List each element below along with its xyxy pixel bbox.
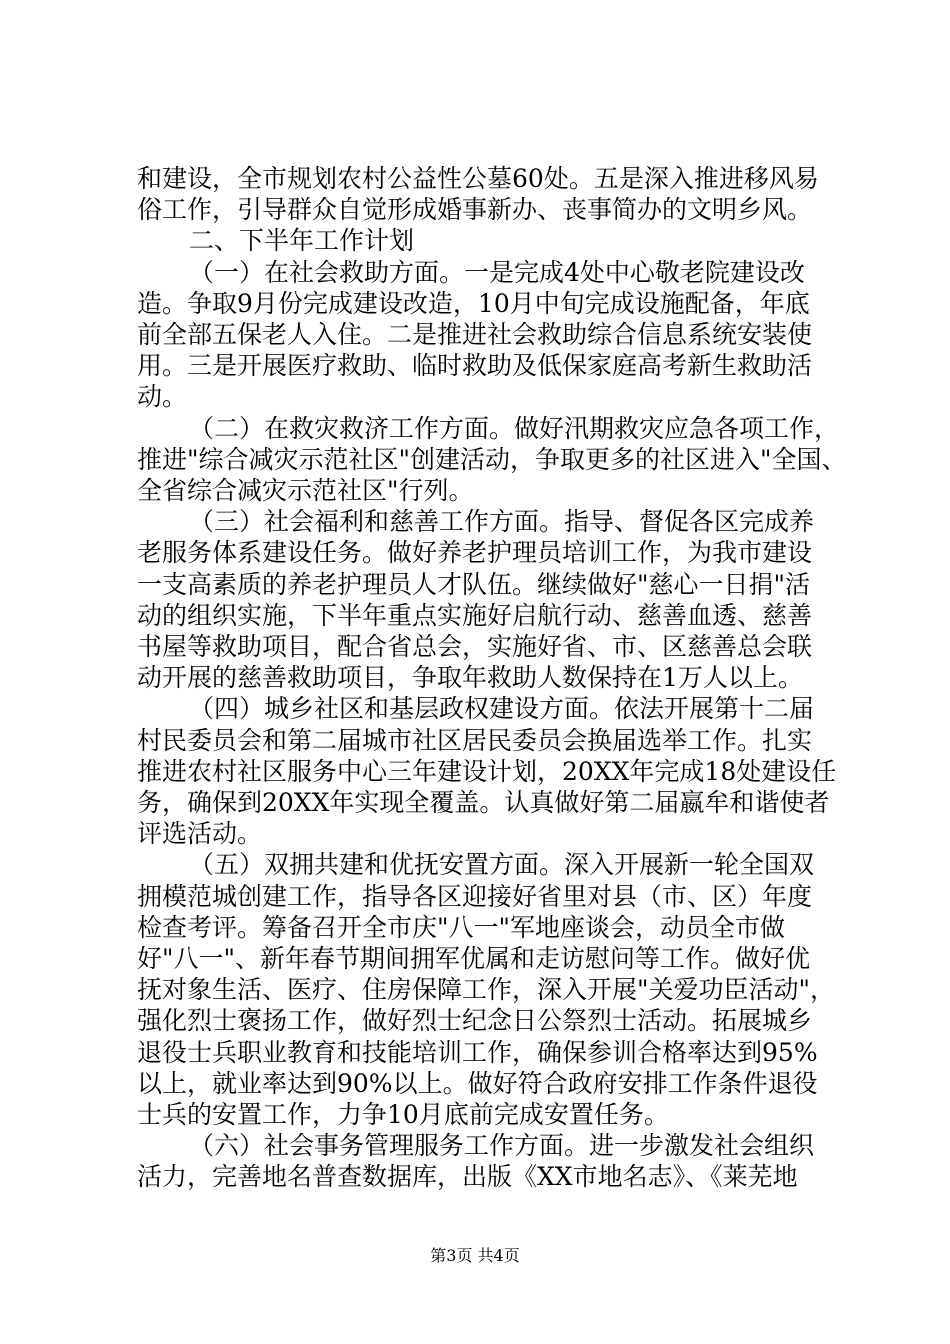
paragraph-line: 用。三是开展医疗救助、临时救助及低保家庭高考新生救助活 <box>137 351 813 380</box>
paragraph-line: 前全部五保老人入住。二是推进社会救助综合信息系统安装使 <box>137 320 813 349</box>
paragraph-line: 一支高素质的养老护理员人才队伍。继续做好"慈心一日捐"活 <box>137 570 811 599</box>
paragraph-line: 强化烈士褒扬工作，做好烈士纪念日公祭烈士活动。拓展城乡 <box>137 1006 813 1035</box>
paragraph-line: （六）社会事务管理服务工作方面。进一步激发社会组织 <box>189 1131 815 1160</box>
paragraph-line: 动开展的慈善救助项目，争取年救助人数保持在1万人以上。 <box>137 663 803 692</box>
section-heading: 二、下半年工作计划 <box>189 226 415 255</box>
paragraph-line: （四）城乡社区和基层政权建设方面。依法开展第十二届 <box>189 694 815 723</box>
paragraph-line: 推进"综合减灾示范社区"创建活动，争取更多的社区进入"全国、 <box>137 445 847 474</box>
paragraph-line: （一）在社会救助方面。一是完成4处中心敬老院建设改 <box>189 258 805 287</box>
paragraph-line: （二）在救灾救济工作方面。做好汛期救灾应急各项工作， <box>189 414 840 443</box>
paragraph-line: 检查考评。筹备召开全市庆"八一"军地座谈会，动员全市做 <box>137 913 786 942</box>
paragraph-line: 退役士兵职业教育和技能培训工作，确保参训合格率达到95% <box>137 1038 818 1067</box>
paragraph-line: （五）双拥共建和优抚安置方面。深入开展新一轮全国双 <box>189 850 815 879</box>
paragraph-line: （三）社会福利和慈善工作方面。指导、督促各区完成养 <box>189 507 815 536</box>
paragraph-line: 书屋等救助项目，配合省总会，实施好省、市、区慈善总会联 <box>137 632 813 661</box>
paragraph-line: 和建设，全市规划农村公益性公墓60处。五是深入推进移风易 <box>137 164 819 193</box>
paragraph-line: 务，确保到20XX年实现全覆盖。认真做好第二届嬴牟和谐使者 <box>137 788 830 817</box>
paragraph-line: 以上，就业率达到90%以上。做好符合政府安排工作条件退役 <box>137 1069 818 1098</box>
paragraph-line: 老服务体系建设任务。做好养老护理员培训工作，为我市建设 <box>137 538 813 567</box>
paragraph-line: 拥模范城创建工作，指导各区迎接好省里对县（市、区）年度 <box>137 882 813 911</box>
paragraph-line: 活力，完善地名普查数据库，出版《XX市地名志》、《莱芜地 <box>137 1162 798 1191</box>
paragraph-line: 推进农村社区服务中心三年建设计划，20XX年完成18处建设任 <box>137 757 837 786</box>
paragraph-line: 村民委员会和第二届城市社区居民委员会换届选举工作。扎实 <box>137 726 813 755</box>
paragraph-line: 评选活动。 <box>137 819 263 848</box>
paragraph-line: 俗工作，引导群众自觉形成婚事新办、丧事简办的文明乡风。 <box>137 195 813 224</box>
page-number-footer: 第3页 共4页 <box>430 1246 520 1265</box>
paragraph-line: 全省综合减灾示范社区"行列。 <box>137 476 474 505</box>
paragraph-line: 士兵的安置工作，力争10月底前完成安置任务。 <box>137 1100 669 1129</box>
paragraph-line: 好"八一"、新年春节期间拥军优属和走访慰问等工作。做好优 <box>137 944 811 973</box>
paragraph-line: 动。 <box>137 382 188 411</box>
paragraph-line: 造。争取9月份完成建设改造，10月中旬完成设施配备，年底 <box>137 289 810 318</box>
paragraph-line: 抚对象生活、医疗、住房保障工作，深入开展"关爱功臣活动"， <box>137 975 836 1004</box>
paragraph-line: 动的组织实施，下半年重点实施好启航行动、慈善血透、慈善 <box>137 601 813 630</box>
